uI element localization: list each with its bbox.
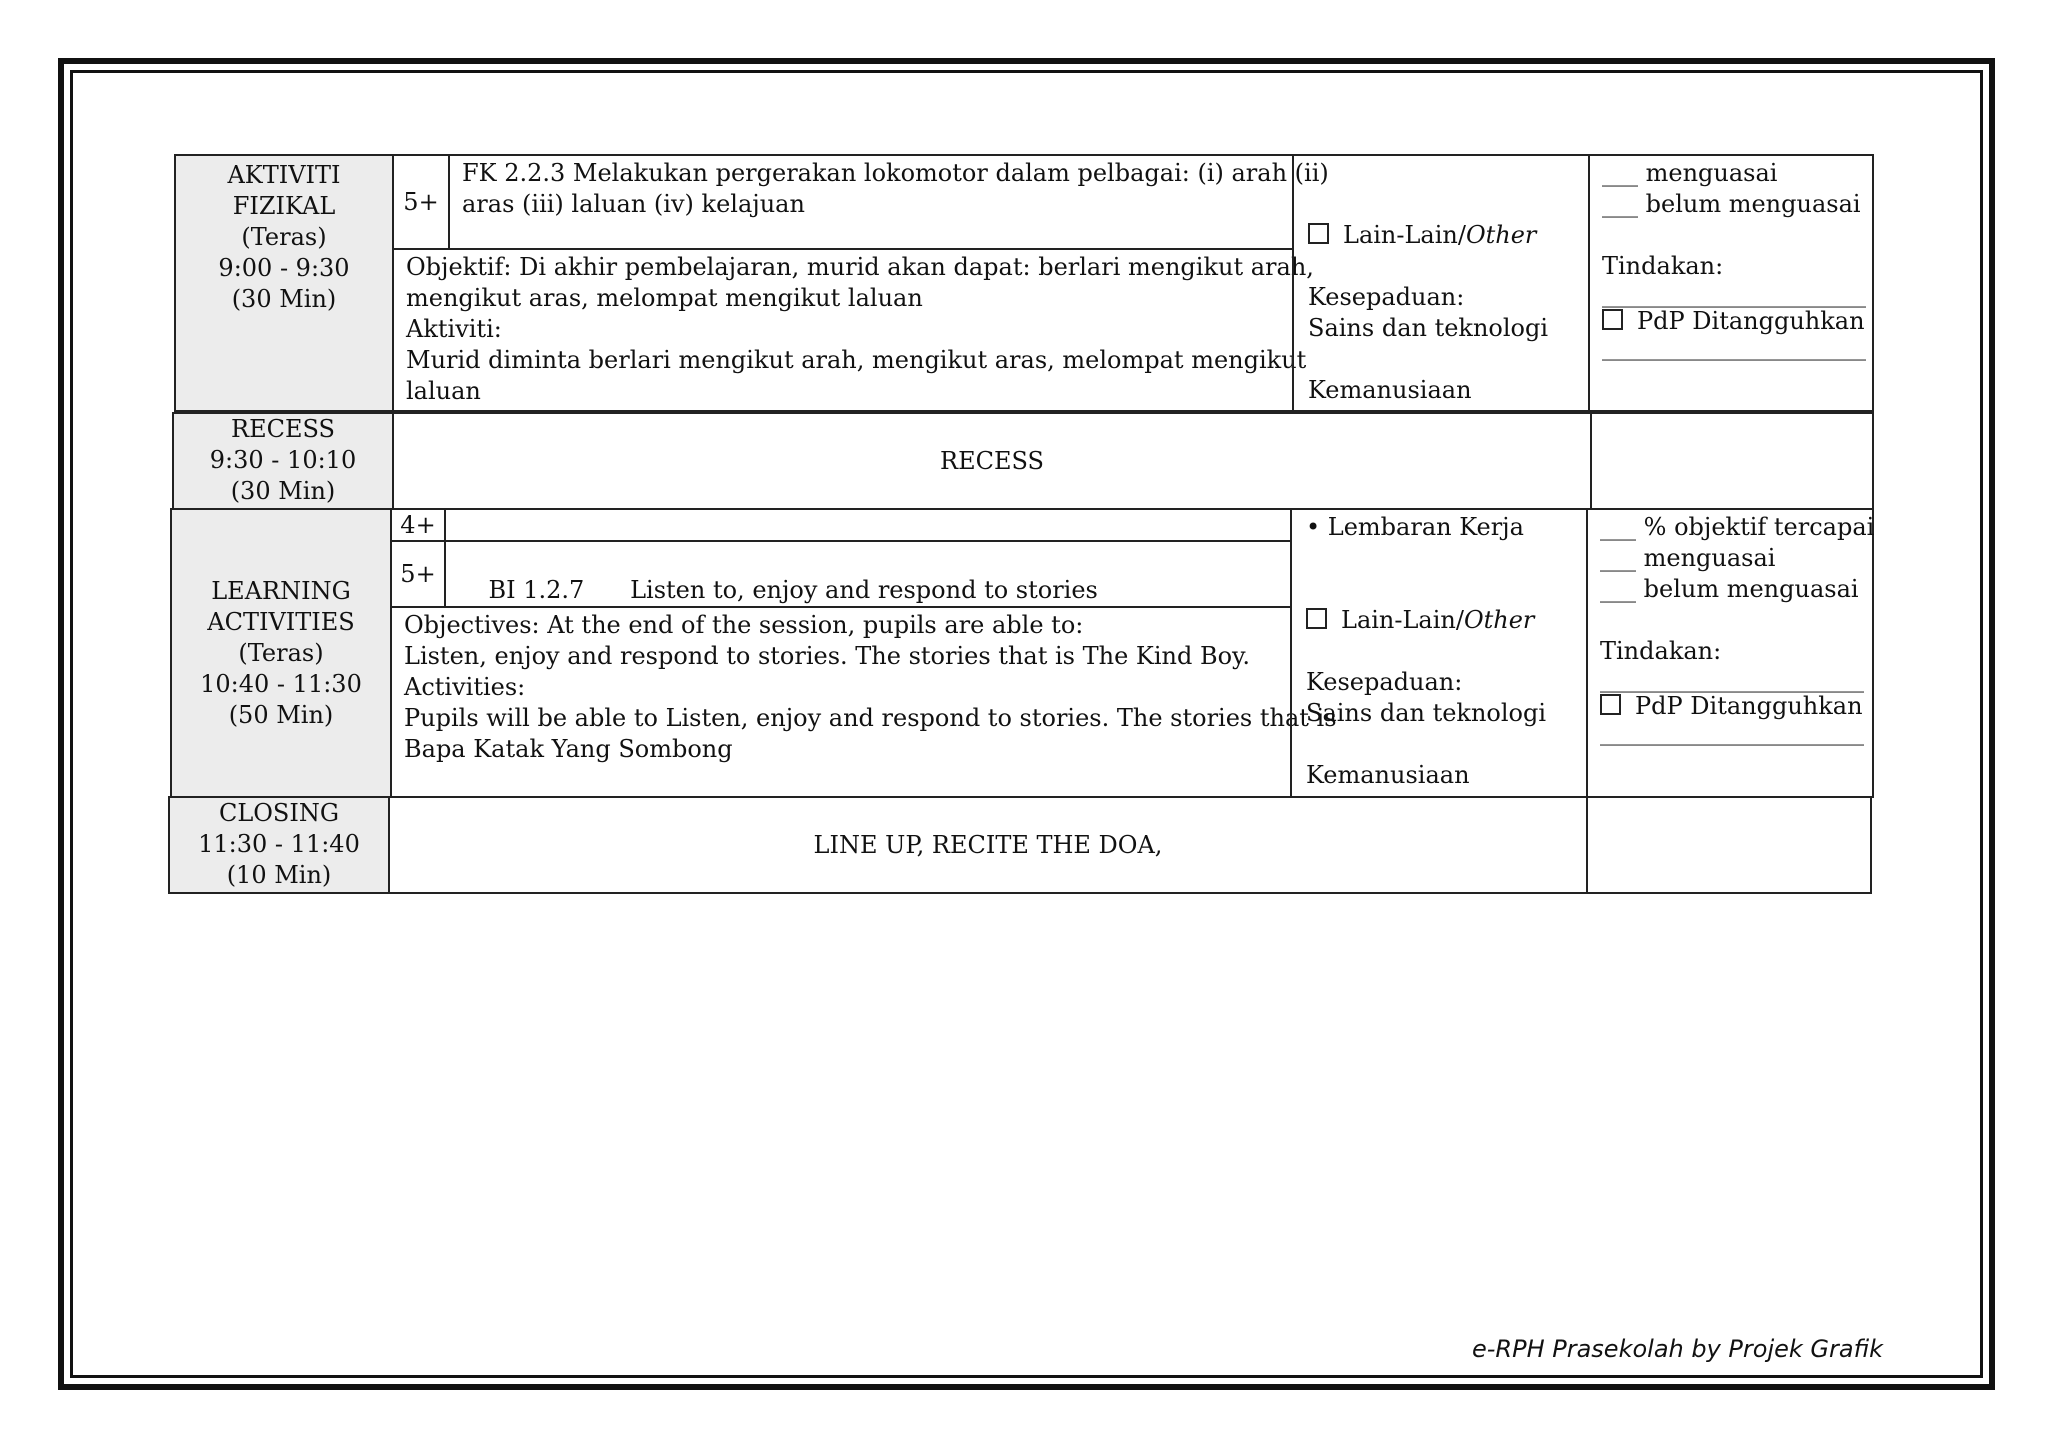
checkbox-icon[interactable] [1602, 309, 1623, 330]
bbm-cell: • Lembaran Kerja Lain-Lain/Other Kesepaduan: Sains dan teknologi Kemanusiaan [1290, 508, 1588, 798]
footer-credit: e-RPH Prasekolah by Projek Grafik [1472, 1335, 1883, 1363]
label-line: (30 Min) [231, 285, 337, 313]
checkbox-icon[interactable] [1306, 608, 1327, 629]
learning-standard: FK 2.2.3 Melakukan pergerakan lokomotor dalam pelbagai: (i) arah (ii) aras (iii) laluan (iv) kelajuan [448, 154, 1294, 250]
row-label [174, 154, 394, 412]
label-line: FIZIKAL [232, 192, 336, 220]
objective-activity: Objektif: Di akhir pembelajaran, murid akan dapat: berlari mengikut arah, mengikut aras, melompat mengikut laluan Aktiviti: Murid diminta berlari mengikut arah, mengikut aras, melompat mengikut laluan [392, 248, 1294, 412]
level-badge: 5+ [392, 154, 450, 250]
reflection-cell: ___ % objektif tercapai ___ menguasai ___ belum menguasai Tindakan: ______________________ PdP Ditangguhkan ______________________ [1586, 508, 1874, 798]
row-label: RECESS 9:30 - 10:10 (30 Min) [172, 412, 394, 510]
empty-cell [1590, 412, 1874, 510]
objective-activity: Objectives: At the end of the session, pupils are able to: Listen, enjoy and respond to stories. The stories that is The Kind Boy. Activities: Pupils will be able to Listen, enjoy and respond to stories. The stories that is Bapa Katak Yang Sombong [390, 606, 1292, 798]
checkbox-icon[interactable] [1600, 694, 1621, 715]
row-label: CLOSING 11:30 - 11:40 (10 Min) [168, 796, 390, 894]
recess-content: RECESS [392, 412, 1592, 510]
learning-standard: BI 1.2.7 Listen to, enjoy and respond to stories [444, 540, 1292, 608]
empty-cell [1586, 796, 1872, 894]
reflection-cell: ___ menguasai ___ belum menguasai Tindakan: ______________________ PdP Ditangguhkan ______________________ [1588, 154, 1874, 412]
bbm-cell: Lain-Lain/Other Kesepaduan: Sains dan teknologi Kemanusiaan [1292, 154, 1590, 412]
label-line: 9:00 - 9:30 [218, 254, 350, 282]
closing-content: LINE UP, RECITE THE DOA, [388, 796, 1588, 894]
label-line: (Teras) [241, 223, 327, 251]
learning-standard-empty [444, 508, 1292, 542]
label-line: AKTIVITI [227, 161, 341, 189]
level-badge: 5+ [390, 540, 446, 608]
row-label: LEARNING ACTIVITIES (Teras) 10:40 - 11:30 (50 Min) [170, 508, 392, 798]
checkbox-icon[interactable] [1308, 223, 1329, 244]
level-badge: 4+ [390, 508, 446, 542]
